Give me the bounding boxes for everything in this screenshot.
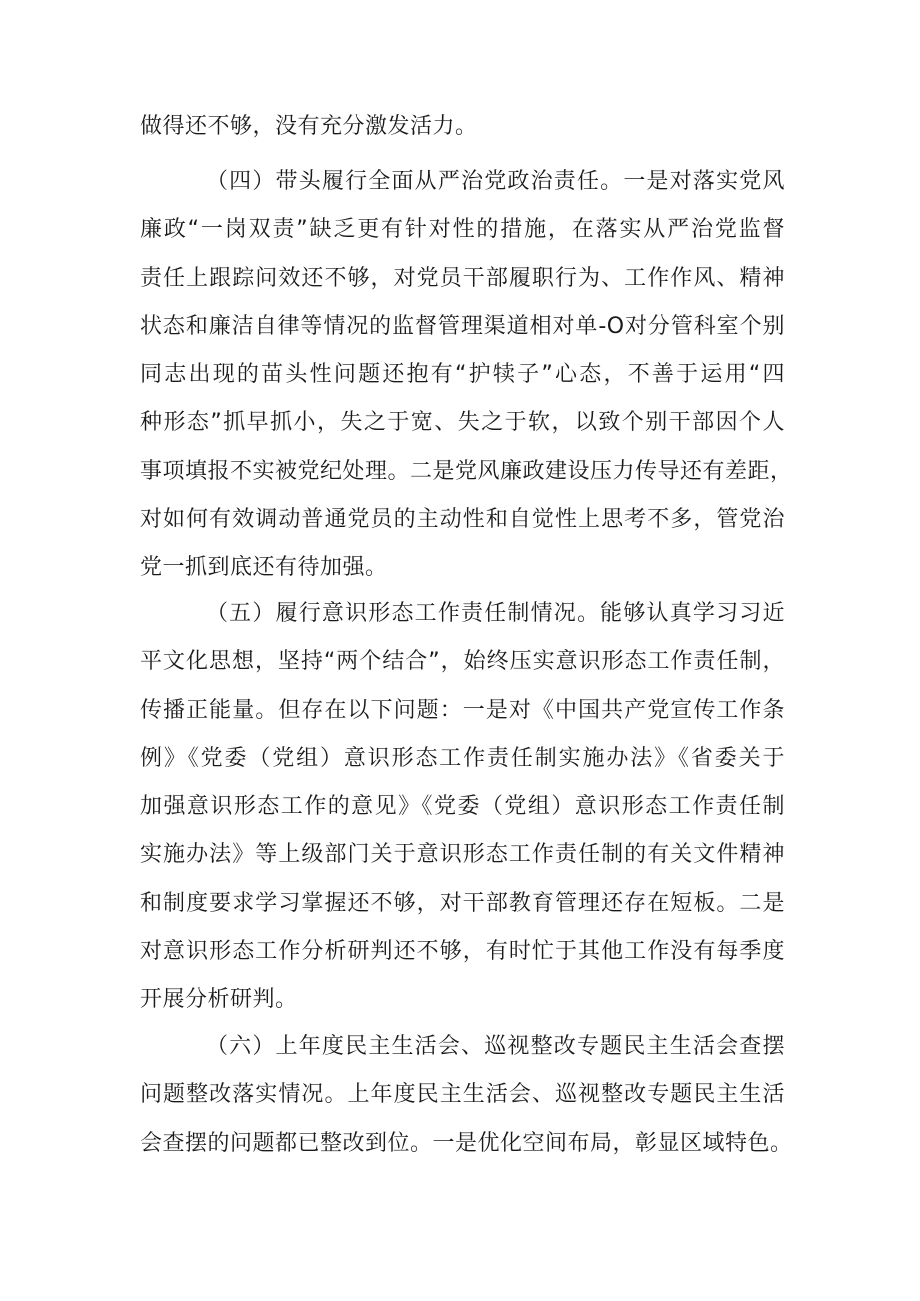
paragraph-line: 对意识形态工作分析研判还不够，有时忙于其他工作没有每季度 (140, 939, 785, 965)
paragraph-line: 对如何有效调动普通党员的主动性和自觉性上思考不多，管党治 (140, 507, 785, 533)
section-6-paragraph (140, 1023, 793, 1168)
paragraph-line: 责任上跟踪问效还不够，对党员干部履职行为、工作作风、精神 (140, 265, 785, 291)
paragraph-line: 开展分析研判。 (140, 987, 298, 1013)
paragraph-line: 党一抓到底还有待加强。 (140, 555, 388, 581)
paragraph-line: 加强意识形态工作的意见》《党委（党组）意识形态工作责任制 (140, 794, 785, 820)
paragraph-line: 问题整改落实情况。上年度民主生活会、巡视整改专题民主生活 (140, 1082, 785, 1108)
section-4-paragraph (140, 158, 793, 593)
section-5-paragraph (140, 590, 785, 1025)
paragraph-line: 状态和廉洁自律等情况的监督管理渠道相对单-O对分管科室个别 (140, 313, 785, 339)
paragraph-line: 实施办法》等上级部门关于意识形态工作责任制的有关文件精神 (140, 842, 785, 868)
paragraph-line: 廉政“一岗双责”缺乏更有针对性的措施，在落实从严治党监督 (140, 217, 785, 243)
section-heading-line: （五）履行意识形态工作责任制情况。能够认真学习习近 (206, 601, 785, 626)
paragraph-line: 平文化思想，坚持“两个结合”，始终压实意识形态工作责任制， (140, 649, 785, 675)
paragraph-line: 传播正能量。但存在以下问题：一是对《中国共产党宣传工作条 (140, 697, 785, 723)
paragraph-line: 和制度要求学习掌握还不够，对干部教育管理还存在短板。二是 (140, 890, 785, 916)
paragraph-line: 例》《党委（党组）意识形态工作责任制实施办法》《省委关于 (140, 745, 785, 771)
section-heading-line: （四）带头履行全面从严治党政治责任。一是对落实党风 (206, 169, 785, 194)
paragraph-line: 做得还不够，没有充分激发活力。 (140, 114, 478, 139)
paragraph-line: 同志出现的苗头性问题还抱有“护犊子”心态，不善于运用“四 (140, 362, 785, 388)
paragraph-line: 种形态”抓早抓小，失之于宽、失之于软，以致个别干部因个人 (140, 410, 785, 436)
continuation-paragraph (140, 103, 785, 151)
section-heading-line: （六）上年度民主生活会、巡视整改专题民主生活会查摆 (206, 1034, 785, 1059)
paragraph-line: 会查摆的问题都已整改到位。一是优化空间布局，彰显区域特色。 (140, 1130, 793, 1156)
paragraph-line: 事项填报不实被党纪处理。二是党风廉政建设压力传导还有差距， (140, 458, 793, 484)
